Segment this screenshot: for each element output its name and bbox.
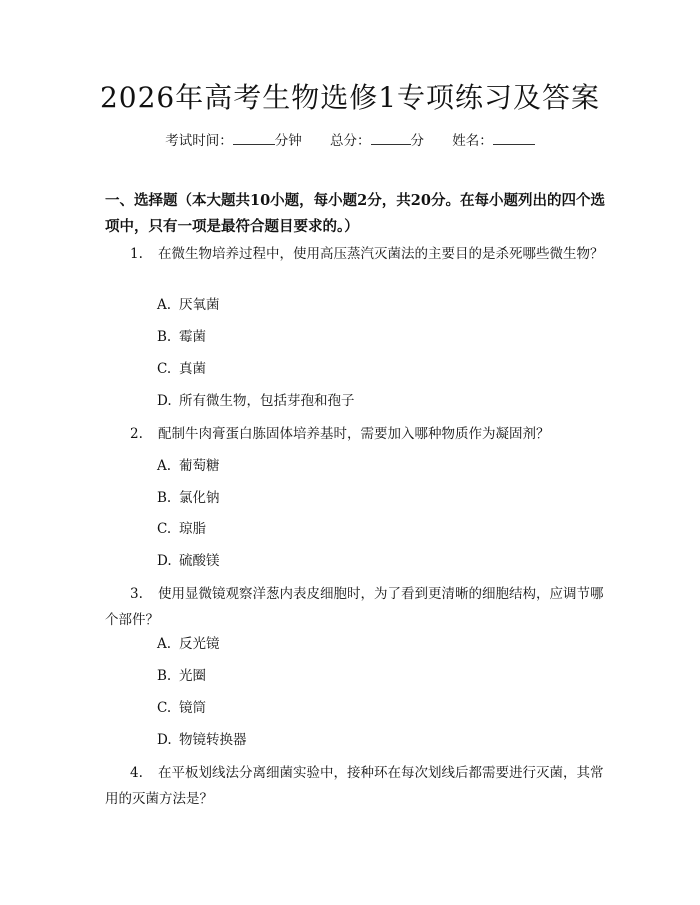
question-3-option-c	[157, 698, 597, 718]
question-number: 1.	[130, 246, 143, 262]
question-3-option-b	[157, 666, 597, 686]
option-text: 厌氧菌	[179, 297, 220, 313]
option-text: 氯化钠	[179, 490, 220, 506]
option-letter: A.	[157, 636, 172, 652]
question-3-option-a	[157, 634, 597, 654]
option-letter: C.	[157, 361, 172, 377]
option-text: 硫酸镁	[179, 553, 220, 569]
exam-time-unit: 分钟	[274, 133, 302, 149]
option-letter: D.	[157, 393, 172, 409]
exam-time-field	[165, 130, 302, 151]
exam-meta	[0, 130, 700, 151]
name-label: 姓名：	[452, 133, 493, 149]
question-number: 4.	[130, 765, 143, 781]
option-letter: D.	[157, 553, 172, 569]
option-text: 琼脂	[179, 521, 206, 537]
question-number: 3.	[130, 586, 143, 602]
section-heading: 一、选择题（本大题共10小题，每小题2分，共20分。在每小题列出的四个选项中，只有一项是最符合题目要求的。）	[105, 192, 605, 235]
question-text: 使用显微镜观察洋葱内表皮细胞时，为了看到更清晰的细胞结构，应调节哪个部件？	[105, 586, 604, 628]
option-letter: A.	[157, 297, 172, 313]
option-text: 葡萄糖	[179, 458, 220, 474]
question-3	[105, 581, 605, 633]
option-letter: C.	[157, 700, 172, 716]
option-letter: A.	[157, 458, 172, 474]
option-text: 真菌	[179, 361, 206, 377]
option-text: 镜筒	[179, 700, 206, 716]
name-blank	[493, 130, 535, 145]
option-text: 霉菌	[179, 329, 206, 345]
question-2	[105, 421, 605, 447]
option-letter: B.	[157, 668, 172, 684]
option-letter: C.	[157, 521, 172, 537]
question-1-option-c	[157, 359, 597, 379]
option-letter: B.	[157, 490, 172, 506]
question-1-option-a	[157, 295, 597, 315]
question-3-option-d	[157, 730, 597, 750]
total-score-label: 总分：	[330, 133, 371, 149]
question-2-option-a	[157, 456, 597, 476]
name-field	[452, 130, 535, 151]
document-title: 2026年高考生物选修1专项练习及答案	[99, 81, 601, 114]
exam-time-blank	[233, 130, 275, 145]
option-letter: B.	[157, 329, 172, 345]
option-letter: D.	[157, 732, 172, 748]
question-text: 在平板划线法分离细菌实验中，接种环在每次划线后都需要进行灭菌，其常用的灭菌方法是？	[105, 765, 604, 807]
total-score-blank	[371, 130, 411, 145]
question-1-option-d	[157, 391, 597, 411]
option-text: 物镜转换器	[179, 732, 247, 748]
question-4	[105, 760, 605, 812]
total-score-field	[330, 130, 424, 151]
option-text: 反光镜	[179, 636, 220, 652]
question-2-option-c	[157, 519, 597, 539]
option-text: 所有微生物，包括芽孢和孢子	[179, 393, 355, 409]
total-score-unit: 分	[410, 133, 424, 149]
question-1-option-b	[157, 327, 597, 347]
exam-time-label: 考试时间：	[165, 133, 233, 149]
question-text: 配制牛肉膏蛋白胨固体培养基时，需要加入哪种物质作为凝固剂？	[158, 426, 550, 442]
option-text: 光圈	[179, 668, 206, 684]
question-text: 在微生物培养过程中，使用高压蒸汽灭菌法的主要目的是杀死哪些微生物？	[158, 246, 604, 262]
question-2-option-b	[157, 488, 597, 508]
question-number: 2.	[130, 426, 143, 442]
question-2-option-d	[157, 551, 597, 571]
question-1	[105, 241, 605, 267]
